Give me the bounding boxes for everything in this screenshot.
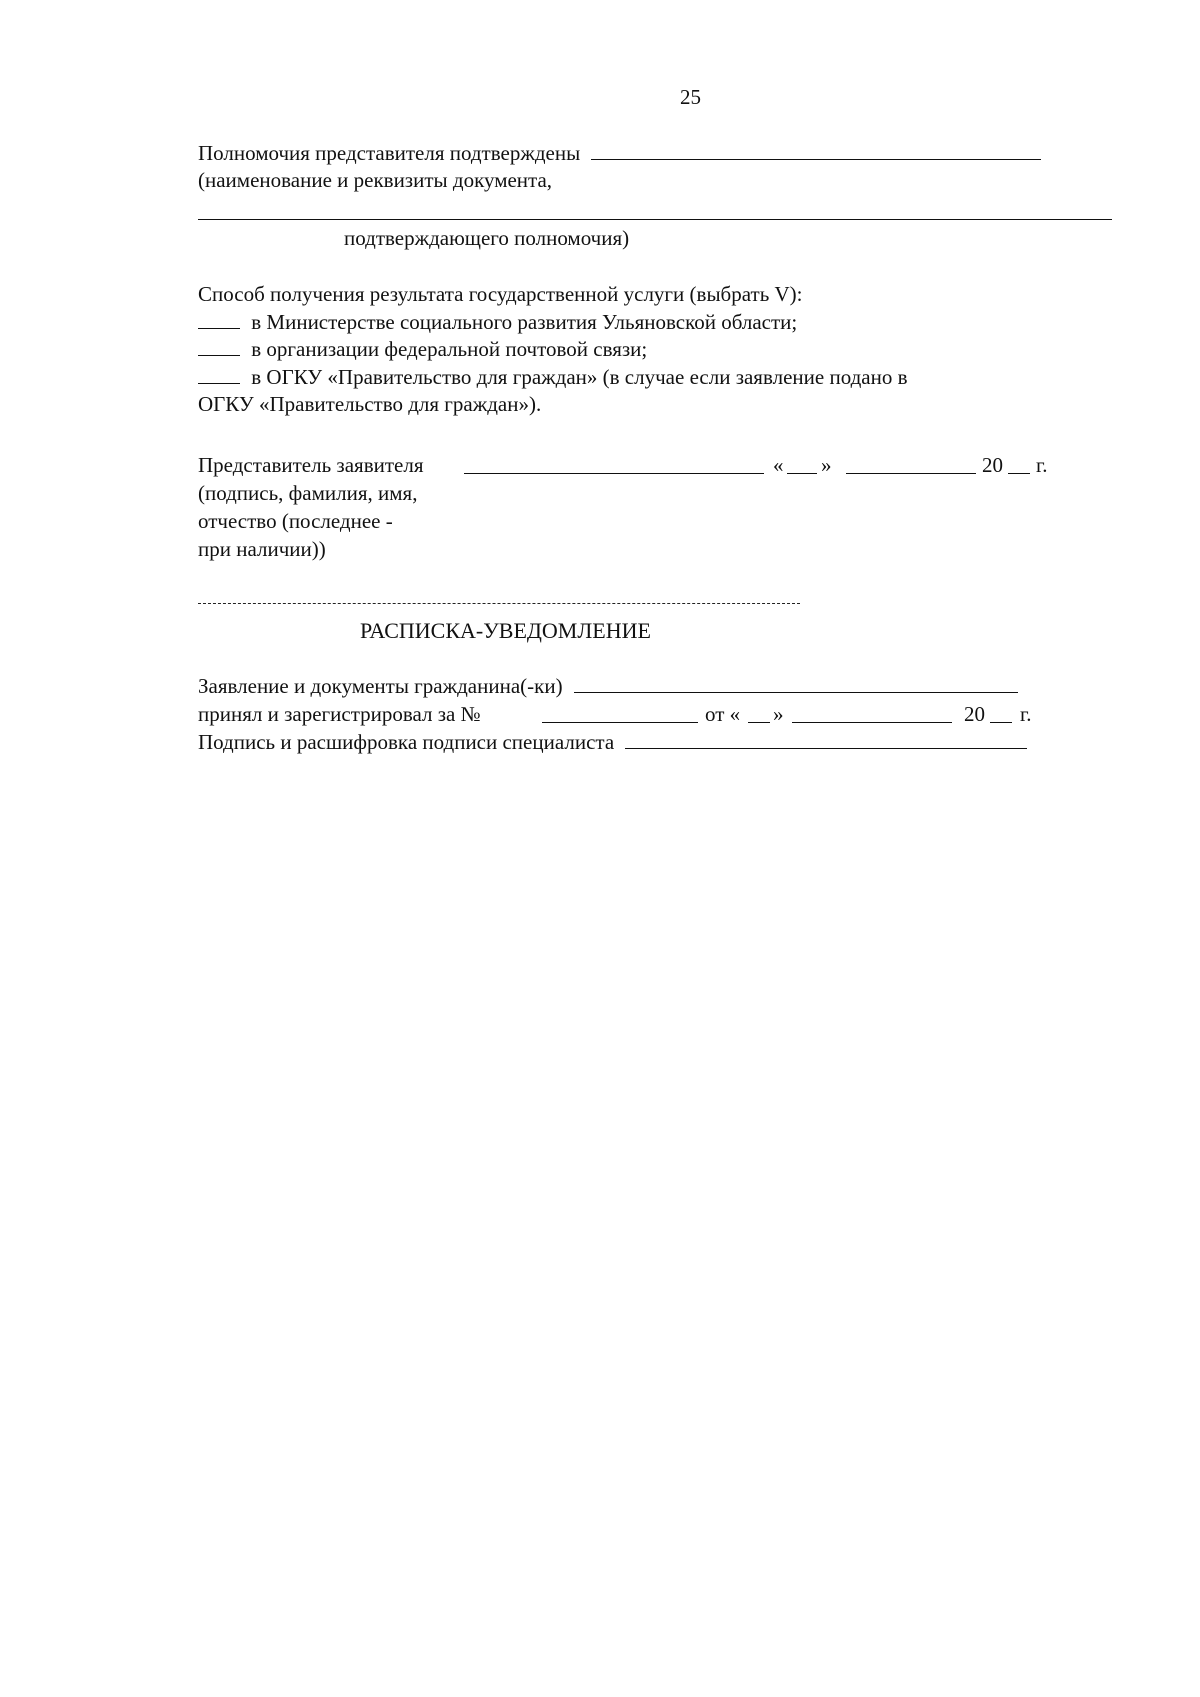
- representative-day-field[interactable]: [787, 473, 817, 474]
- method-option-ogku-checkbox[interactable]: [198, 365, 240, 384]
- representative-date-close-quote: »: [821, 453, 832, 477]
- receipt-registration-label: принял и зарегистрировал за №: [198, 702, 481, 726]
- method-option-ogku: [198, 364, 908, 390]
- authority-text: Полномочия представителя подтверждены: [198, 141, 581, 165]
- receipt-title: РАСПИСКА-УВЕДОМЛЕНИЕ: [360, 618, 651, 643]
- representative-caption-3: при наличии)): [198, 537, 326, 561]
- representative-label: Представитель заявителя: [198, 453, 424, 477]
- representative-year-field[interactable]: [1008, 473, 1030, 474]
- authority-document-field-line2[interactable]: [198, 219, 1112, 220]
- representative-year-prefix: 20: [982, 453, 1003, 477]
- cut-line: [198, 603, 800, 604]
- representative-signature-field[interactable]: [464, 473, 764, 474]
- method-option-post-checkbox[interactable]: [198, 337, 240, 356]
- receipt-signature-row: [198, 729, 1027, 755]
- receipt-year-prefix: 20: [964, 702, 985, 726]
- receipt-day-field[interactable]: [748, 722, 770, 723]
- receipt-date-close-quote: »: [773, 702, 784, 726]
- receipt-year-suffix: г.: [1020, 702, 1032, 726]
- page-number: 25: [680, 85, 701, 109]
- authority-label: [198, 140, 1041, 166]
- authority-document-caption-2: подтверждающего полномочия): [344, 226, 630, 250]
- method-option-ogku-label: в ОГКУ «Правительство для граждан» (в случае если заявление подано в: [251, 365, 908, 389]
- method-option-ministry-checkbox[interactable]: [198, 310, 240, 329]
- receipt-registration-number-field[interactable]: [542, 722, 698, 723]
- representative-caption-1: (подпись, фамилия, имя,: [198, 481, 418, 505]
- representative-year-suffix: г.: [1036, 453, 1048, 477]
- representative-caption-2: отчество (последнее -: [198, 509, 393, 533]
- receipt-applicant-row: [198, 673, 1018, 699]
- representative-date-open-quote: «: [773, 453, 784, 477]
- receipt-month-field[interactable]: [792, 722, 952, 723]
- method-option-post: [198, 336, 647, 362]
- receipt-applicant-label: Заявление и документы гражданина(-ки): [198, 674, 563, 698]
- authority-document-field[interactable]: [591, 141, 1041, 160]
- receipt-signature-field[interactable]: [625, 730, 1027, 749]
- method-heading: Способ получения результата государственной услуги (выбрать V):: [198, 282, 803, 306]
- method-option-ministry: [198, 309, 797, 335]
- method-option-ministry-label: в Министерстве социального развития Ульяновской области;: [251, 310, 798, 334]
- method-option-post-label: в организации федеральной почтовой связи;: [251, 337, 648, 361]
- receipt-year-field[interactable]: [990, 722, 1012, 723]
- receipt-date-from: от «: [705, 702, 741, 726]
- authority-document-caption: (наименование и реквизиты документа,: [198, 168, 553, 192]
- receipt-signature-label: Подпись и расшифровка подписи специалиста: [198, 730, 615, 754]
- receipt-applicant-field[interactable]: [574, 674, 1018, 693]
- representative-month-field[interactable]: [846, 473, 976, 474]
- method-option-ogku-continued: ОГКУ «Правительство для граждан»).: [198, 392, 542, 416]
